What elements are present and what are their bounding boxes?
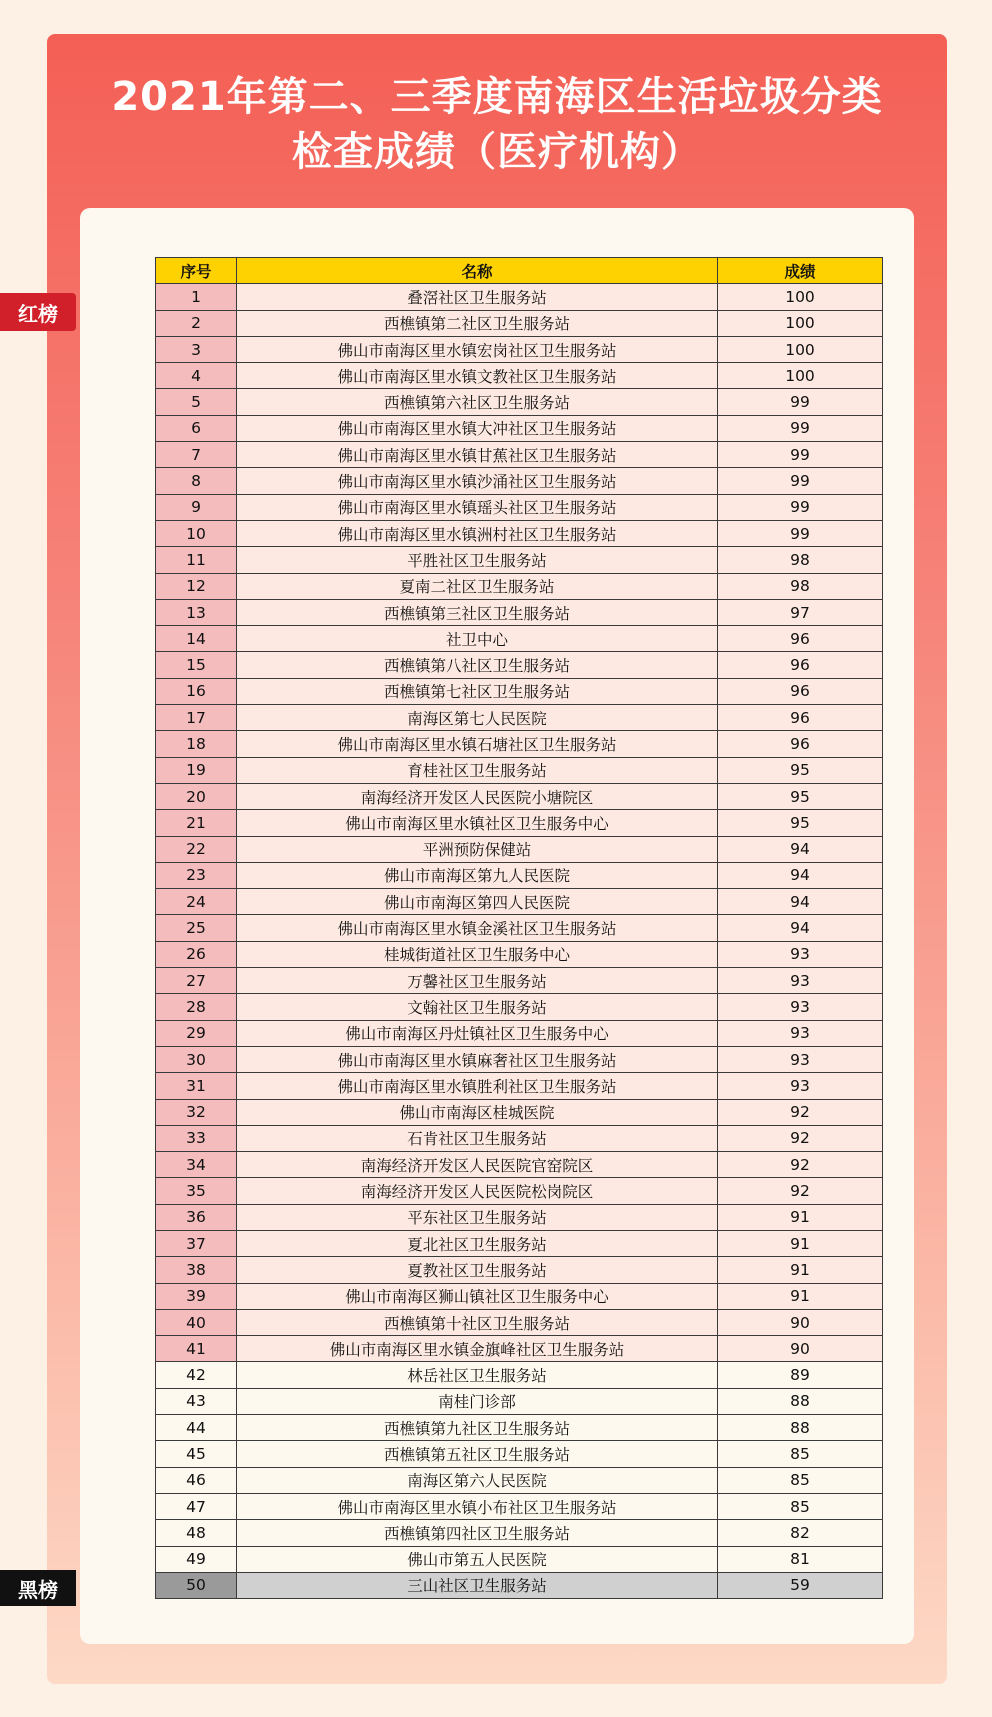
table-row xyxy=(156,1257,883,1283)
row-name: 佛山市南海区里水镇石塘社区卫生服务站 xyxy=(237,731,718,757)
row-index: 7 xyxy=(156,442,237,468)
row-name: 育桂社区卫生服务站 xyxy=(237,757,718,783)
row-index: 33 xyxy=(156,1125,237,1151)
row-index: 10 xyxy=(156,520,237,546)
row-index: 5 xyxy=(156,389,237,415)
row-score: 88 xyxy=(718,1415,883,1441)
table-row xyxy=(156,363,883,389)
row-score: 99 xyxy=(718,520,883,546)
table-row xyxy=(156,1520,883,1546)
row-index: 43 xyxy=(156,1388,237,1414)
row-score: 93 xyxy=(718,994,883,1020)
table-row xyxy=(156,783,883,809)
red-list-tag: 红榜 xyxy=(0,293,76,331)
row-index: 25 xyxy=(156,915,237,941)
table-row xyxy=(156,336,883,362)
row-index: 16 xyxy=(156,678,237,704)
table-row xyxy=(156,678,883,704)
row-index: 41 xyxy=(156,1336,237,1362)
row-index: 1 xyxy=(156,284,237,310)
table-row xyxy=(156,284,883,310)
row-score: 95 xyxy=(718,783,883,809)
row-score: 96 xyxy=(718,705,883,731)
row-index: 20 xyxy=(156,783,237,809)
row-score: 96 xyxy=(718,678,883,704)
row-name: 西樵镇第五社区卫生服务站 xyxy=(237,1441,718,1467)
row-name: 林岳社区卫生服务站 xyxy=(237,1362,718,1388)
row-name: 佛山市南海区里水镇洲村社区卫生服务站 xyxy=(237,520,718,546)
row-index: 38 xyxy=(156,1257,237,1283)
table-row xyxy=(156,652,883,678)
row-index: 48 xyxy=(156,1520,237,1546)
row-index: 42 xyxy=(156,1362,237,1388)
row-score: 93 xyxy=(718,968,883,994)
row-score: 90 xyxy=(718,1336,883,1362)
row-index: 35 xyxy=(156,1178,237,1204)
table-row xyxy=(156,1152,883,1178)
row-index: 22 xyxy=(156,836,237,862)
table-row xyxy=(156,1020,883,1046)
title-line-1: 2021年第二、三季度南海区生活垃圾分类 xyxy=(111,74,883,120)
row-index: 46 xyxy=(156,1467,237,1493)
row-index: 30 xyxy=(156,1046,237,1072)
page-title xyxy=(47,70,947,180)
row-name: 佛山市南海区里水镇小布社区卫生服务站 xyxy=(237,1493,718,1519)
row-name: 石肯社区卫生服务站 xyxy=(237,1125,718,1151)
row-score: 92 xyxy=(718,1099,883,1125)
row-name: 夏教社区卫生服务站 xyxy=(237,1257,718,1283)
row-name: 西樵镇第四社区卫生服务站 xyxy=(237,1520,718,1546)
title-line-2: 检查成绩（医疗机构） xyxy=(292,129,702,175)
row-name: 西樵镇第九社区卫生服务站 xyxy=(237,1415,718,1441)
row-score: 93 xyxy=(718,1073,883,1099)
table-row xyxy=(156,389,883,415)
row-index: 11 xyxy=(156,547,237,573)
row-name: 夏南二社区卫生服务站 xyxy=(237,573,718,599)
table-row xyxy=(156,1046,883,1072)
row-index: 9 xyxy=(156,494,237,520)
row-score: 93 xyxy=(718,1020,883,1046)
row-index: 34 xyxy=(156,1152,237,1178)
row-score: 90 xyxy=(718,1309,883,1335)
row-score: 85 xyxy=(718,1467,883,1493)
score-table xyxy=(155,257,883,1599)
row-name: 西樵镇第十社区卫生服务站 xyxy=(237,1309,718,1335)
row-name: 叠滘社区卫生服务站 xyxy=(237,284,718,310)
row-index: 50 xyxy=(156,1572,237,1598)
table-row xyxy=(156,862,883,888)
row-name: 夏北社区卫生服务站 xyxy=(237,1230,718,1256)
row-score: 99 xyxy=(718,494,883,520)
row-name: 社卫中心 xyxy=(237,626,718,652)
table-row xyxy=(156,1441,883,1467)
row-name: 佛山市南海区里水镇麻奢社区卫生服务站 xyxy=(237,1046,718,1072)
row-name: 佛山市南海区丹灶镇社区卫生服务中心 xyxy=(237,1020,718,1046)
row-name: 佛山市南海区第九人民医院 xyxy=(237,862,718,888)
table-row xyxy=(156,1230,883,1256)
row-index: 4 xyxy=(156,363,237,389)
row-score: 99 xyxy=(718,468,883,494)
row-score: 100 xyxy=(718,363,883,389)
table-row xyxy=(156,494,883,520)
row-index: 8 xyxy=(156,468,237,494)
row-name: 桂城街道社区卫生服务中心 xyxy=(237,941,718,967)
row-score: 94 xyxy=(718,889,883,915)
row-name: 佛山市南海区里水镇瑶头社区卫生服务站 xyxy=(237,494,718,520)
row-score: 96 xyxy=(718,626,883,652)
row-score: 99 xyxy=(718,415,883,441)
row-score: 99 xyxy=(718,442,883,468)
row-score: 98 xyxy=(718,573,883,599)
row-score: 81 xyxy=(718,1546,883,1572)
row-name: 西樵镇第三社区卫生服务站 xyxy=(237,599,718,625)
row-name: 南海经济开发区人民医院官窑院区 xyxy=(237,1152,718,1178)
row-index: 6 xyxy=(156,415,237,441)
header-index: 序号 xyxy=(156,258,237,284)
row-index: 12 xyxy=(156,573,237,599)
table-row xyxy=(156,1309,883,1335)
table-row xyxy=(156,994,883,1020)
table-row xyxy=(156,626,883,652)
row-score: 94 xyxy=(718,862,883,888)
row-name: 平洲预防保健站 xyxy=(237,836,718,862)
row-index: 15 xyxy=(156,652,237,678)
table-row xyxy=(156,599,883,625)
table-row xyxy=(156,1493,883,1519)
row-score: 95 xyxy=(718,757,883,783)
table-row xyxy=(156,889,883,915)
row-score: 91 xyxy=(718,1257,883,1283)
row-score: 95 xyxy=(718,810,883,836)
table-row xyxy=(156,1099,883,1125)
table-row xyxy=(156,1336,883,1362)
row-score: 96 xyxy=(718,652,883,678)
table-row xyxy=(156,757,883,783)
row-score: 91 xyxy=(718,1204,883,1230)
row-name: 佛山市南海区里水镇宏岗社区卫生服务站 xyxy=(237,336,718,362)
table-row xyxy=(156,1178,883,1204)
table-row xyxy=(156,1125,883,1151)
header-score: 成绩 xyxy=(718,258,883,284)
row-index: 14 xyxy=(156,626,237,652)
row-name: 佛山市南海区里水镇甘蕉社区卫生服务站 xyxy=(237,442,718,468)
row-index: 36 xyxy=(156,1204,237,1230)
row-score: 97 xyxy=(718,599,883,625)
table-row xyxy=(156,468,883,494)
row-index: 45 xyxy=(156,1441,237,1467)
row-score: 82 xyxy=(718,1520,883,1546)
row-score: 59 xyxy=(718,1572,883,1598)
row-name: 文翰社区卫生服务站 xyxy=(237,994,718,1020)
row-name: 佛山市南海区狮山镇社区卫生服务中心 xyxy=(237,1283,718,1309)
row-index: 49 xyxy=(156,1546,237,1572)
row-score: 94 xyxy=(718,836,883,862)
row-index: 13 xyxy=(156,599,237,625)
black-list-tag: 黑榜 xyxy=(0,1570,76,1606)
row-name: 平东社区卫生服务站 xyxy=(237,1204,718,1230)
table-body xyxy=(156,284,883,1599)
table-row xyxy=(156,731,883,757)
row-index: 21 xyxy=(156,810,237,836)
table-row xyxy=(156,836,883,862)
table-row xyxy=(156,1415,883,1441)
table-row xyxy=(156,1362,883,1388)
row-name: 佛山市南海区里水镇胜利社区卫生服务站 xyxy=(237,1073,718,1099)
row-score: 92 xyxy=(718,1152,883,1178)
row-score: 89 xyxy=(718,1362,883,1388)
row-index: 17 xyxy=(156,705,237,731)
row-index: 3 xyxy=(156,336,237,362)
row-index: 47 xyxy=(156,1493,237,1519)
table-header-row xyxy=(156,258,883,284)
row-index: 31 xyxy=(156,1073,237,1099)
row-score: 98 xyxy=(718,547,883,573)
table-row xyxy=(156,310,883,336)
table-row xyxy=(156,547,883,573)
row-name: 南海区第六人民医院 xyxy=(237,1467,718,1493)
row-name: 佛山市南海区里水镇沙涌社区卫生服务站 xyxy=(237,468,718,494)
row-index: 18 xyxy=(156,731,237,757)
row-name: 西樵镇第六社区卫生服务站 xyxy=(237,389,718,415)
row-name: 西樵镇第八社区卫生服务站 xyxy=(237,652,718,678)
table-row xyxy=(156,705,883,731)
row-score: 91 xyxy=(718,1283,883,1309)
row-score: 85 xyxy=(718,1493,883,1519)
row-name: 佛山市南海区桂城医院 xyxy=(237,1099,718,1125)
table-row xyxy=(156,1467,883,1493)
row-score: 92 xyxy=(718,1125,883,1151)
row-score: 93 xyxy=(718,1046,883,1072)
row-index: 27 xyxy=(156,968,237,994)
row-name: 西樵镇第二社区卫生服务站 xyxy=(237,310,718,336)
row-score: 85 xyxy=(718,1441,883,1467)
row-index: 26 xyxy=(156,941,237,967)
row-name: 佛山市南海区里水镇社区卫生服务中心 xyxy=(237,810,718,836)
row-score: 92 xyxy=(718,1178,883,1204)
table-row xyxy=(156,915,883,941)
row-name: 万馨社区卫生服务站 xyxy=(237,968,718,994)
table-row xyxy=(156,1572,883,1598)
row-index: 24 xyxy=(156,889,237,915)
row-name: 佛山市南海区里水镇金溪社区卫生服务站 xyxy=(237,915,718,941)
row-score: 96 xyxy=(718,731,883,757)
row-name: 佛山市第五人民医院 xyxy=(237,1546,718,1572)
row-index: 29 xyxy=(156,1020,237,1046)
table-row xyxy=(156,1204,883,1230)
row-index: 2 xyxy=(156,310,237,336)
table-row xyxy=(156,520,883,546)
row-index: 40 xyxy=(156,1309,237,1335)
table-row xyxy=(156,941,883,967)
header-name: 名称 xyxy=(237,258,718,284)
row-index: 44 xyxy=(156,1415,237,1441)
row-name: 平胜社区卫生服务站 xyxy=(237,547,718,573)
row-name: 佛山市南海区里水镇大冲社区卫生服务站 xyxy=(237,415,718,441)
table-row xyxy=(156,968,883,994)
row-index: 37 xyxy=(156,1230,237,1256)
row-name: 西樵镇第七社区卫生服务站 xyxy=(237,678,718,704)
row-score: 91 xyxy=(718,1230,883,1256)
row-score: 88 xyxy=(718,1388,883,1414)
table-row xyxy=(156,810,883,836)
table-row xyxy=(156,1546,883,1572)
row-name: 南海经济开发区人民医院松岗院区 xyxy=(237,1178,718,1204)
table-row xyxy=(156,1388,883,1414)
row-score: 100 xyxy=(718,284,883,310)
row-score: 94 xyxy=(718,915,883,941)
row-score: 99 xyxy=(718,389,883,415)
row-name: 南桂门诊部 xyxy=(237,1388,718,1414)
table-row xyxy=(156,573,883,599)
row-name: 南海经济开发区人民医院小塘院区 xyxy=(237,783,718,809)
table-row xyxy=(156,1283,883,1309)
table-row xyxy=(156,1073,883,1099)
row-index: 39 xyxy=(156,1283,237,1309)
row-name: 佛山市南海区里水镇文教社区卫生服务站 xyxy=(237,363,718,389)
row-score: 93 xyxy=(718,941,883,967)
row-score: 100 xyxy=(718,336,883,362)
row-name: 南海区第七人民医院 xyxy=(237,705,718,731)
row-name: 佛山市南海区第四人民医院 xyxy=(237,889,718,915)
table-row xyxy=(156,415,883,441)
row-name: 三山社区卫生服务站 xyxy=(237,1572,718,1598)
row-index: 19 xyxy=(156,757,237,783)
row-index: 28 xyxy=(156,994,237,1020)
row-name: 佛山市南海区里水镇金旗峰社区卫生服务站 xyxy=(237,1336,718,1362)
row-index: 32 xyxy=(156,1099,237,1125)
row-score: 100 xyxy=(718,310,883,336)
row-index: 23 xyxy=(156,862,237,888)
table-row xyxy=(156,442,883,468)
